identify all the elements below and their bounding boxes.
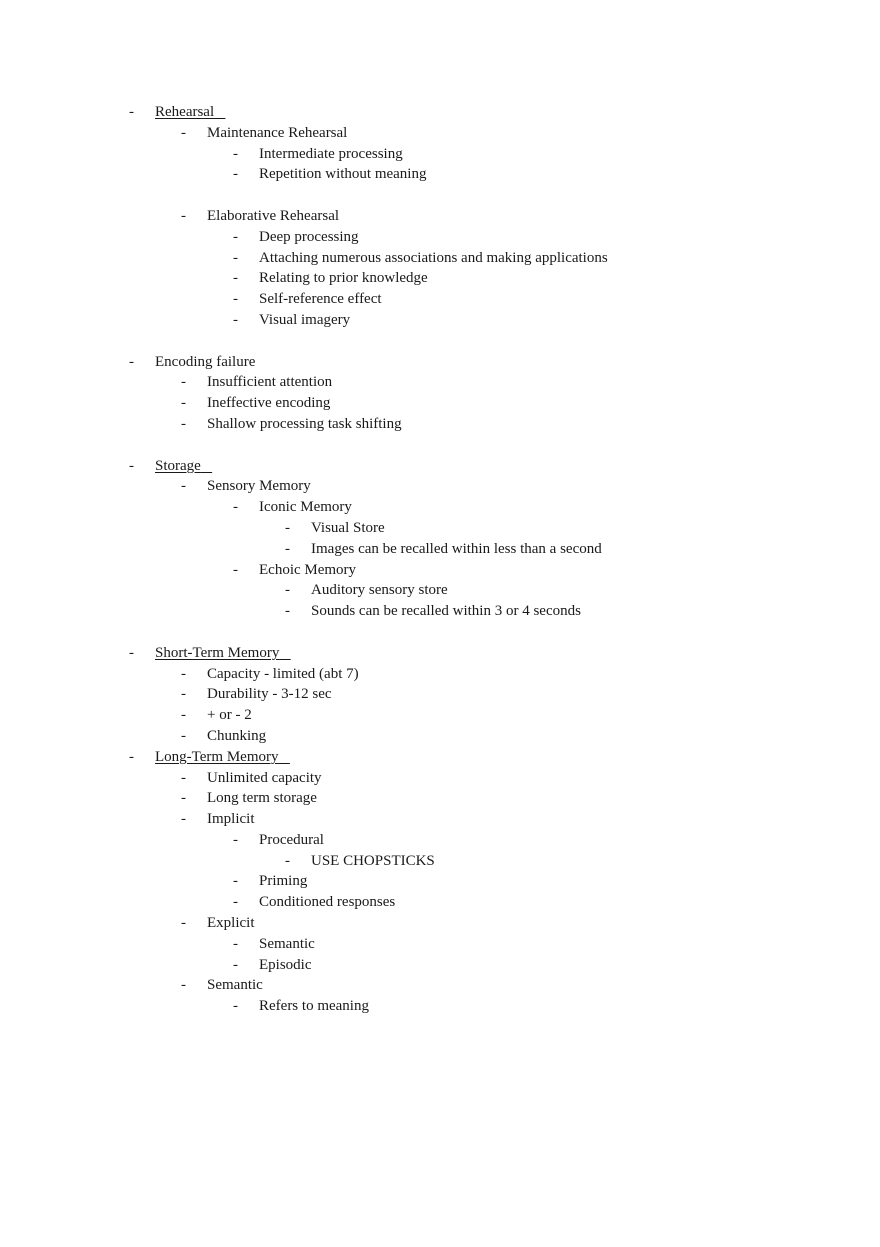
outline-text: Implicit (207, 811, 255, 828)
bullet-dash: - (181, 665, 186, 682)
outline-text: Storage (155, 457, 201, 474)
outline-text: Repetition without meaning (259, 166, 427, 183)
outline-text: Ineffective encoding (207, 395, 331, 412)
outline-item (0, 144, 880, 165)
document-page (0, 102, 880, 1017)
outline-item (0, 372, 880, 393)
blank-line (0, 435, 880, 456)
outline-text: Sensory Memory (207, 478, 311, 495)
outline-text: Iconic Memory (259, 499, 352, 516)
outline-item (0, 227, 880, 248)
bullet-dash: - (181, 478, 186, 495)
outline-text: Durability - 3-12 sec (207, 686, 332, 703)
outline-item (0, 892, 880, 913)
outline-item (0, 871, 880, 892)
outline-text: Self-reference effect (259, 291, 382, 308)
bullet-dash: - (285, 852, 290, 869)
bullet-dash: - (285, 540, 290, 557)
bullet-dash: - (129, 644, 134, 661)
bullet-dash: - (181, 686, 186, 703)
bullet-dash: - (233, 270, 238, 287)
outline-text: Episodic (259, 956, 312, 973)
bullet-dash: - (181, 977, 186, 994)
blank-line (0, 331, 880, 352)
outline-item (0, 955, 880, 976)
outline-text: USE CHOPSTICKS (311, 852, 435, 869)
bullet-dash: - (181, 374, 186, 391)
outline-item (0, 684, 880, 705)
outline-item (0, 913, 880, 934)
outline-text: Attaching numerous associations and making applications (259, 249, 608, 266)
outline-text: Relating to prior knowledge (259, 270, 428, 287)
outline-item (0, 996, 880, 1017)
outline-heading (0, 456, 880, 477)
outline-item (0, 476, 880, 497)
outline-text: Visual imagery (259, 311, 351, 328)
outline-text: Semantic (207, 977, 263, 994)
bullet-dash: - (285, 582, 290, 599)
bullet-dash: - (129, 353, 134, 370)
bullet-dash: - (129, 457, 134, 474)
bullet-dash: - (181, 727, 186, 744)
outline-item (0, 809, 880, 830)
bullet-dash: - (233, 831, 238, 848)
bullet-dash: - (233, 956, 238, 973)
outline-item (0, 393, 880, 414)
bullet-dash: - (233, 311, 238, 328)
outline-heading (0, 747, 880, 768)
outline-text: Refers to meaning (259, 998, 369, 1015)
outline-text: Priming (259, 873, 308, 890)
outline-text: Echoic Memory (259, 561, 357, 578)
outline-item (0, 664, 880, 685)
outline-item (0, 975, 880, 996)
outline-item (0, 248, 880, 269)
outline-text: Auditory sensory store (311, 582, 448, 599)
outline-item (0, 123, 880, 144)
outline-item (0, 705, 880, 726)
outline-text: Elaborative Rehearsal (207, 207, 340, 224)
outline-text: Short-Term Memory (155, 644, 280, 661)
outline-heading (0, 352, 880, 373)
outline-item (0, 934, 880, 955)
bullet-dash: - (233, 249, 238, 266)
bullet-dash: - (181, 707, 186, 724)
bullet-dash: - (129, 104, 134, 120)
bullet-dash: - (233, 166, 238, 183)
blank-line (0, 185, 880, 206)
bullet-dash: - (129, 748, 134, 765)
outline-item (0, 788, 880, 809)
outline-item (0, 164, 880, 185)
outline-text: Shallow processing task shifting (207, 415, 402, 432)
outline-text: Deep processing (259, 228, 359, 245)
bullet-dash: - (233, 561, 238, 578)
bullet-dash: - (181, 811, 186, 828)
outline-text: Semantic (259, 935, 315, 952)
bullet-dash: - (181, 769, 186, 786)
outline-item (0, 851, 880, 872)
bullet-dash: - (181, 415, 186, 432)
outline-text: Chunking (207, 727, 267, 744)
bullet-dash: - (233, 873, 238, 890)
bullet-dash: - (285, 603, 290, 620)
outline-item (0, 268, 880, 289)
outline-text: Explicit (207, 915, 255, 932)
outline-text: Visual Store (311, 519, 385, 536)
bullet-dash: - (181, 790, 186, 807)
outline-item (0, 289, 880, 310)
bullet-dash: - (181, 124, 186, 141)
outline-heading (0, 102, 880, 123)
outline-text: Long term storage (207, 790, 317, 807)
outline-item (0, 518, 880, 539)
outline-text: + or - 2 (207, 707, 252, 724)
blank-line (0, 622, 880, 643)
outline-text: Images can be recalled within less than a second (311, 540, 602, 557)
outline-item (0, 601, 880, 622)
bullet-dash: - (233, 145, 238, 162)
outline-text: Conditioned responses (259, 894, 396, 911)
bullet-dash: - (181, 395, 186, 412)
bullet-dash: - (233, 291, 238, 308)
bullet-dash: - (233, 998, 238, 1015)
bullet-dash: - (233, 894, 238, 911)
outline-item (0, 310, 880, 331)
outline-item (0, 830, 880, 851)
outline-text: Capacity - limited (abt 7) (207, 665, 359, 682)
outline-text: Long-Term Memory (155, 748, 279, 765)
outline-text: Intermediate processing (259, 145, 403, 162)
bullet-dash: - (285, 519, 290, 536)
outline-item (0, 580, 880, 601)
outline-item (0, 560, 880, 581)
outline-item (0, 414, 880, 435)
outline-text: Procedural (259, 831, 324, 848)
outline-item (0, 206, 880, 227)
bullet-dash: - (233, 935, 238, 952)
outline-text: Sounds can be recalled within 3 or 4 seconds (311, 603, 581, 620)
outline-item (0, 768, 880, 789)
outline-text: Encoding failure (155, 353, 256, 370)
bullet-dash: - (233, 499, 238, 516)
outline-text: Rehearsal (155, 104, 215, 120)
outline-text: Insufficient attention (207, 374, 333, 391)
bullet-dash: - (181, 207, 186, 224)
outline-text: Unlimited capacity (207, 769, 322, 786)
outline-text: Maintenance Rehearsal (207, 124, 348, 141)
outline-item (0, 539, 880, 560)
outline-item (0, 497, 880, 518)
bullet-dash: - (181, 915, 186, 932)
outline-heading (0, 643, 880, 664)
outline-item (0, 726, 880, 747)
bullet-dash: - (233, 228, 238, 245)
